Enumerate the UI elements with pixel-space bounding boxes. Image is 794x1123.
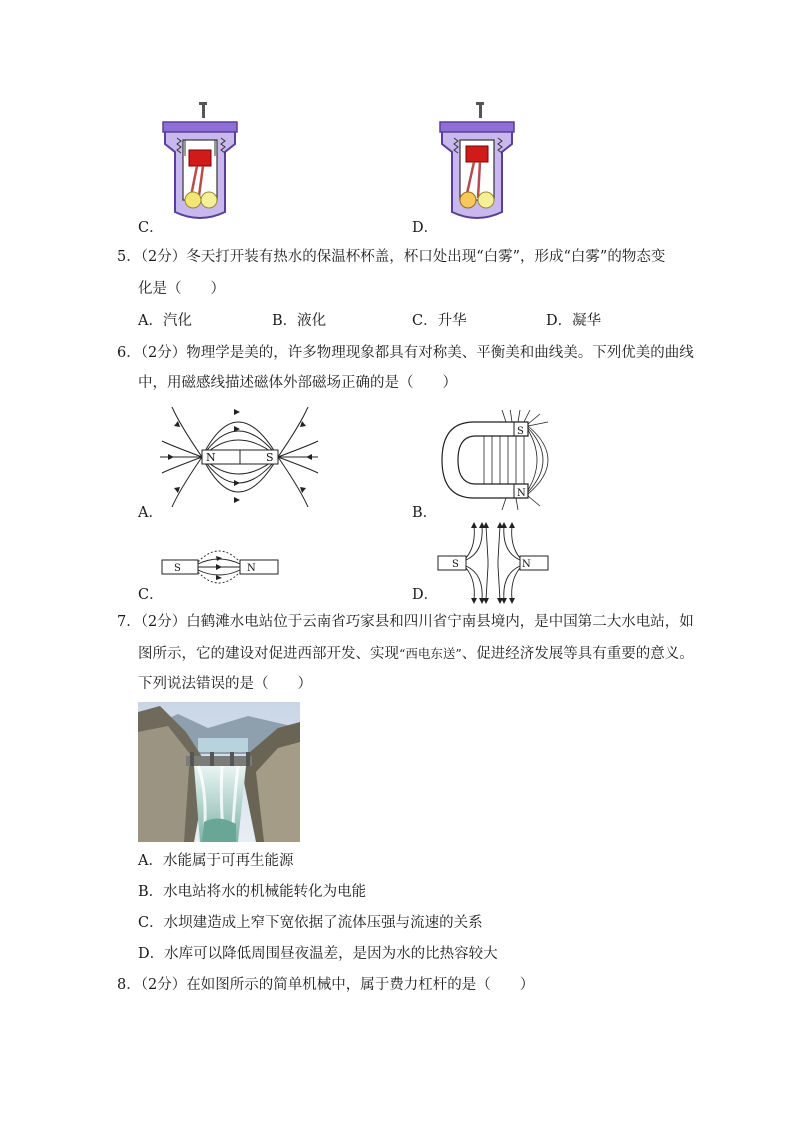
magnet-d-left-pole: S: [452, 559, 459, 570]
q7-stem-line-3: 下列说法错误的是（ ）: [138, 676, 312, 692]
q7-stem-line-2: [138, 644, 694, 664]
q8-stem-line-1: 8．（2分）在如图所示的简单机械中，属于费力杠杆的是（ ）: [117, 977, 535, 993]
engine-figure-d: [432, 100, 522, 222]
magnet-figure-c: [160, 532, 310, 602]
q5-stem-line-1: 5．（2分）冬天打开装有热水的保温杯杯盖，杯口处出现“白雾”，形成“白雾”的物态变: [117, 249, 666, 265]
magnet-c-left-pole: S: [174, 563, 181, 574]
q6-stem-line-2: 中，用磁感线描述磁体外部磁场正确的是（ ）: [138, 375, 457, 391]
magnet-d-right-pole: N: [522, 559, 531, 570]
horseshoe-pole-s: S: [517, 426, 524, 437]
q7-option-c: C．水坝建造成上窄下宽依据了流体压强与流速的关系: [138, 915, 483, 931]
q4-option-c-label: C．: [138, 220, 164, 236]
q5-option-c: C．升华: [412, 313, 467, 329]
pole-n-label: N: [206, 451, 216, 464]
q5-option-a: A．汽化: [138, 313, 192, 329]
q7-option-d: D．水库可以降低周围昼夜温差，是因为水的比热容较大: [138, 946, 498, 962]
q6-option-a-label: A．: [138, 505, 163, 521]
magnet-figure-b: [436, 410, 571, 510]
pole-s-label: S: [266, 451, 274, 464]
q5-stem-line-2: 化是（ ）: [138, 281, 225, 297]
magnet-figure-d: [436, 522, 551, 604]
magnet-figure-a: [160, 395, 320, 520]
q7-option-b: B．水电站将水的机械能转化为电能: [138, 884, 367, 900]
q6-option-d-label: D．: [412, 587, 439, 603]
engine-figure-c: [155, 100, 245, 222]
q7-stem-line-2-end: 、促进经济发展等具有重要的意义。: [461, 646, 694, 662]
q7-quote: “西电东送”: [399, 646, 462, 661]
q7-stem-line-2-start: 图所示，它的建设对促进西部开发、实现: [138, 646, 399, 662]
dam-photo: [138, 702, 300, 842]
q7-stem-line-1: 7．（2分）白鹤滩水电站位于云南省巧家县和四川省宁南县境内，是中国第二大水电站，如: [117, 614, 694, 630]
q5-option-b: B．液化: [272, 313, 327, 329]
horseshoe-pole-n: N: [517, 488, 526, 499]
q5-option-d: D．凝华: [546, 313, 602, 329]
q7-option-a: A．水能属于可再生能源: [138, 853, 294, 869]
q6-option-b-label: B．: [412, 505, 438, 521]
q6-stem-line-1: 6．（2分）物理学是美的，许多物理现象都具有对称美、平衡美和曲线美。下列优美的曲线: [117, 345, 694, 361]
q4-option-d-label: D．: [412, 220, 439, 236]
q6-option-c-label: C．: [138, 587, 164, 603]
magnet-c-right-pole: N: [247, 563, 256, 574]
